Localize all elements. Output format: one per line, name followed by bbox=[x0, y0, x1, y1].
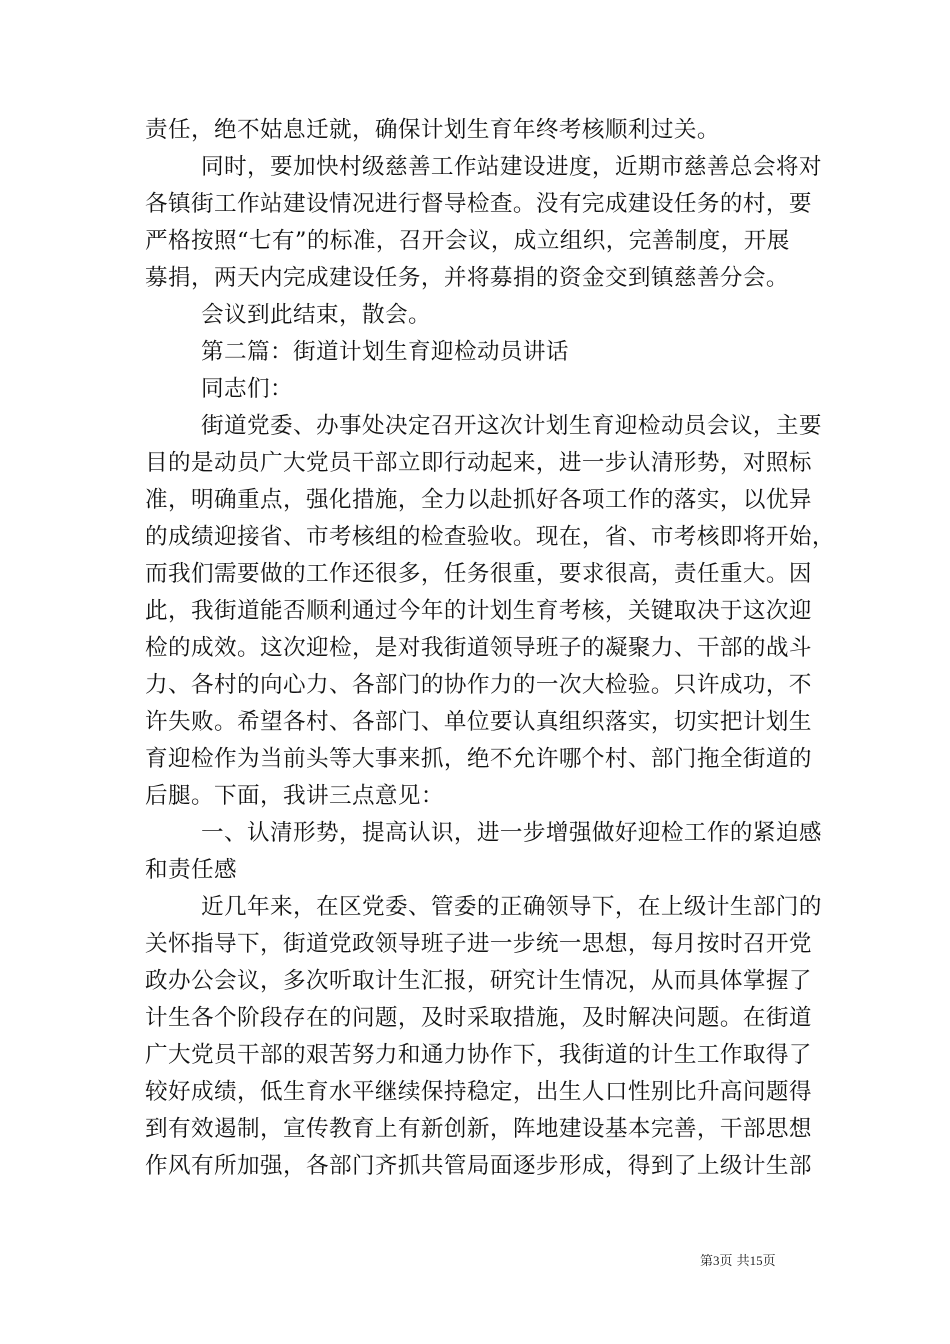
footer-middle: 页 共 bbox=[719, 1254, 750, 1269]
text-line: 此，我街道能否顺利通过今年的计划生育考核，关键取决于这次迎 bbox=[145, 598, 812, 624]
text-line: 检的成效。这次迎检，是对我街道领导班子的凝聚力、干部的战斗 bbox=[145, 635, 812, 661]
text-line: 育迎检作为当前头等大事来抓，绝不允许哪个村、部门拖全街道的 bbox=[145, 746, 812, 772]
text-line: 准，明确重点，强化措施，全力以赴抓好各项工作的落实，以优异 bbox=[145, 487, 812, 513]
text-line: 计生各个阶段存在的问题，及时采取措施，及时解决问题。在街道 bbox=[145, 1005, 812, 1031]
text-line: 街道党委、办事处决定召开这次计划生育迎检动员会议，主要 bbox=[201, 413, 822, 439]
text-line: 较好成绩，低生育水平继续保持稳定，出生人口性别比升高问题得 bbox=[145, 1079, 812, 1105]
body-text bbox=[145, 112, 835, 1185]
text-line: 各镇街工作站建设情况进行督导检查。没有完成建设任务的村，要 bbox=[145, 191, 812, 217]
text-line: 而我们需要做的工作还很多，任务很重，要求很高，责任重大。因 bbox=[145, 561, 812, 587]
page-number-footer bbox=[700, 1253, 776, 1270]
text-line: 募捐，两天内完成建设任务，并将募捐的资金交到镇慈善分会。 bbox=[145, 265, 789, 291]
text-line: 力、各村的向心力、各部门的协作力的一次大检验。只许成功，不 bbox=[145, 672, 812, 698]
text-line: 关怀指导下，街道党政领导班子进一步统一思想，每月按时召开党 bbox=[145, 931, 812, 957]
text-line: 会议到此结束，散会。 bbox=[201, 302, 431, 328]
text-line: 的成绩迎接省、市考核组的检查验收。现在，省、市考核即将开始， bbox=[145, 524, 835, 550]
text-line: 目的是动员广大党员干部立即行动起来，进一步认清形势，对照标 bbox=[145, 450, 812, 476]
current-page-number: 3 bbox=[713, 1253, 720, 1268]
text-line: 许失败。希望各村、各部门、单位要认真组织落实，切实把计划生 bbox=[145, 709, 812, 735]
footer-suffix: 页 bbox=[762, 1254, 776, 1269]
heading-point-one-cont: 和责任感 bbox=[145, 857, 237, 883]
text-line: 后腿。下面，我讲三点意见： bbox=[145, 783, 444, 809]
text-line: 责任，绝不姑息迁就，确保计划生育年终考核顺利过关。 bbox=[145, 117, 720, 143]
text-line: 政办公会议，多次听取计生汇报，研究计生情况，从而具体掌握了 bbox=[145, 968, 812, 994]
text-line: 同时，要加快村级慈善工作站建设进度，近期市慈善总会将对 bbox=[201, 154, 822, 180]
heading-point-one: 一、认清形势，提高认识，进一步增强做好迎检工作的紧迫感 bbox=[201, 820, 822, 846]
footer-prefix: 第 bbox=[700, 1254, 714, 1269]
total-page-count: 15 bbox=[749, 1253, 763, 1268]
section-title: 第二篇：街道计划生育迎检动员讲话 bbox=[201, 339, 569, 365]
text-line: 严格按照“七有”的标准，召开会议，成立组织，完善制度，开展 bbox=[145, 228, 790, 254]
text-line: 作风有所加强，各部门齐抓共管局面逐步形成，得到了上级计生部 bbox=[145, 1153, 812, 1179]
salutation: 同志们： bbox=[201, 376, 293, 402]
text-line: 近几年来，在区党委、管委的正确领导下，在上级计生部门的 bbox=[201, 894, 822, 920]
text-line: 广大党员干部的艰苦努力和通力协作下，我街道的计生工作取得了 bbox=[145, 1042, 812, 1068]
text-line: 到有效遏制，宣传教育上有新创新，阵地建设基本完善，干部思想 bbox=[145, 1116, 812, 1142]
